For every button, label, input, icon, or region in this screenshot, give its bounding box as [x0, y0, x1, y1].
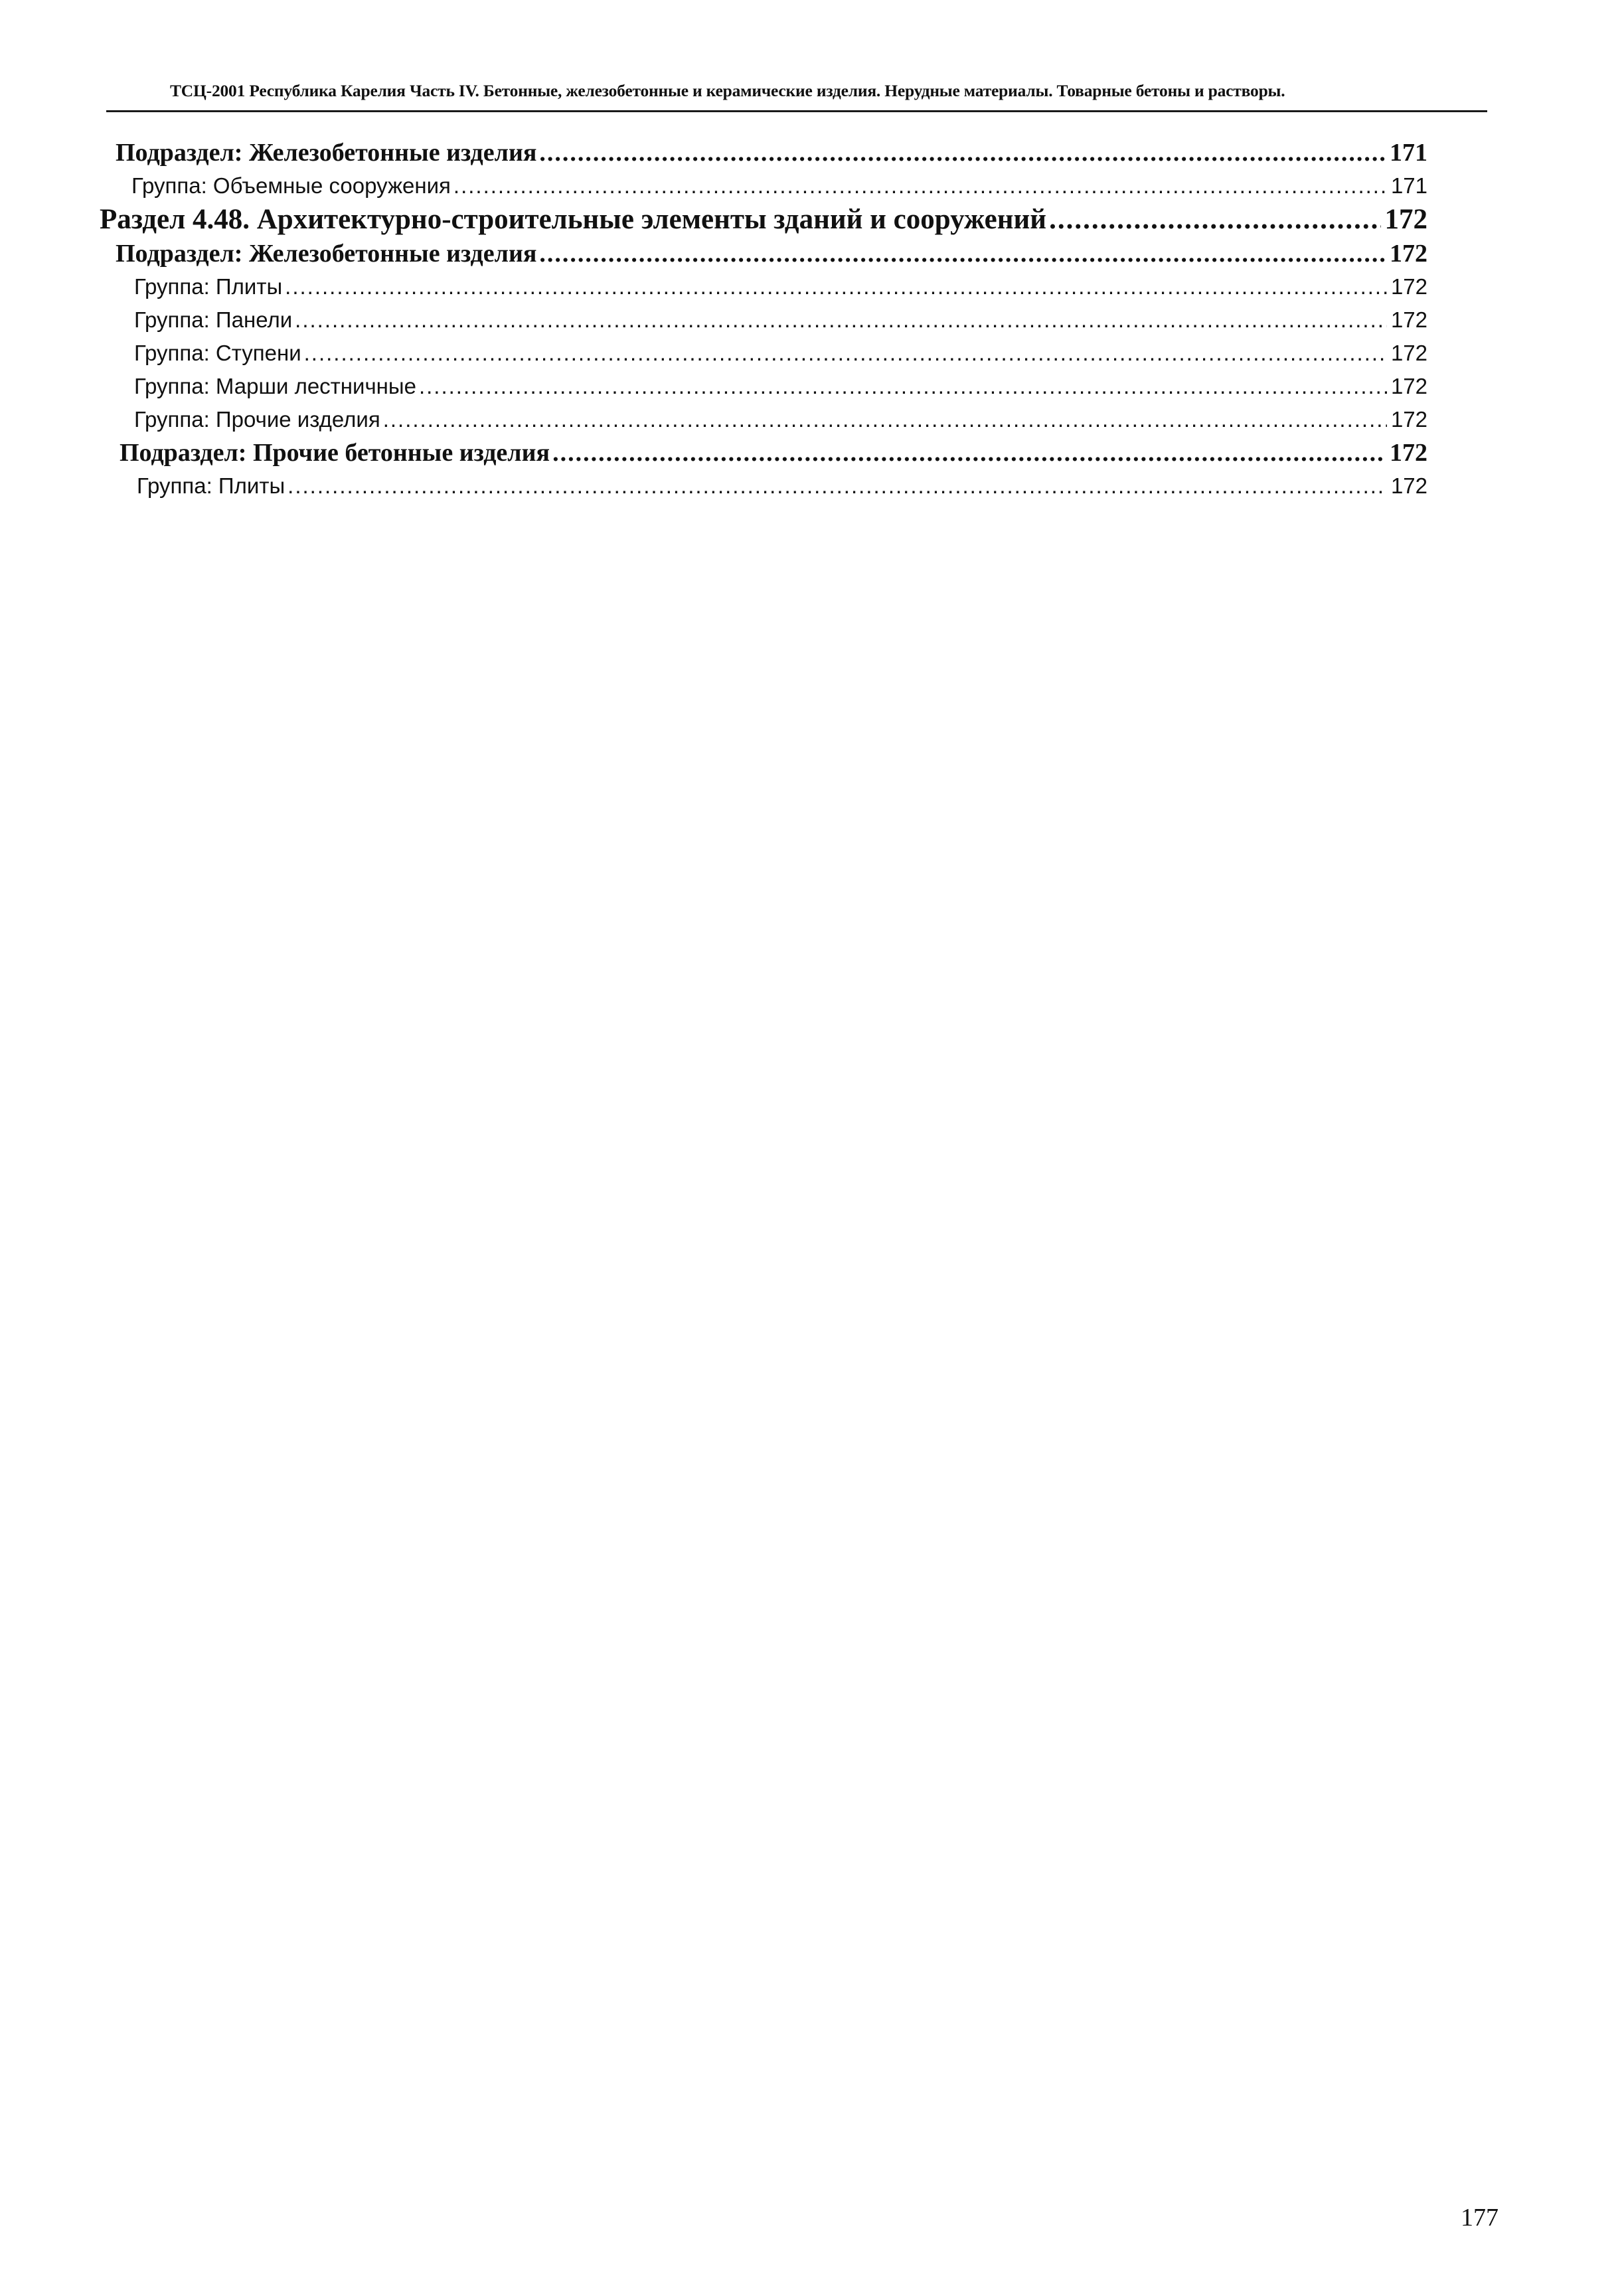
- toc-entry-page: 171: [1390, 173, 1427, 198]
- toc-entry-title: Группа: Плиты: [134, 274, 283, 299]
- toc-dot-leader: [1049, 203, 1380, 237]
- toc-dot-leader: [287, 469, 1387, 503]
- toc-dot-leader: [539, 136, 1386, 169]
- toc-entry-title: Подраздел: Железобетонные изделия: [116, 240, 537, 268]
- toc-entry-section[interactable]: [100, 203, 1427, 237]
- table-of-contents: [100, 136, 1427, 503]
- toc-entry-group[interactable]: [100, 403, 1427, 436]
- toc-entry-title: Подраздел: Прочие бетонные изделия: [120, 439, 550, 467]
- toc-entry-group[interactable]: [100, 337, 1427, 370]
- toc-dot-leader: [453, 169, 1387, 203]
- toc-entry-title: Подраздел: Железобетонные изделия: [116, 139, 537, 167]
- toc-dot-leader: [285, 270, 1387, 303]
- toc-entry-subsection[interactable]: [100, 436, 1427, 469]
- toc-entry-page: 172: [1384, 204, 1427, 235]
- toc-entry-title: Группа: Ступени: [134, 341, 301, 365]
- toc-entry-subsection[interactable]: [100, 136, 1427, 169]
- toc-entry-page: 172: [1390, 307, 1427, 332]
- toc-entry-title: Группа: Плиты: [137, 473, 285, 498]
- toc-entry-group[interactable]: [100, 370, 1427, 403]
- toc-entry-page: 171: [1390, 139, 1427, 167]
- toc-entry-subsection[interactable]: [100, 237, 1427, 270]
- toc-entry-title: Группа: Прочие изделия: [134, 407, 380, 432]
- toc-entry-title: Группа: Объемные сооружения: [131, 173, 451, 198]
- page-number: 177: [1461, 2204, 1499, 2232]
- toc-dot-leader: [419, 370, 1387, 403]
- toc-entry-page: 172: [1390, 439, 1427, 467]
- toc-entry-page: 172: [1390, 407, 1427, 432]
- toc-entry-page: 172: [1390, 240, 1427, 268]
- toc-entry-group[interactable]: [100, 303, 1427, 337]
- toc-entry-group[interactable]: [100, 469, 1427, 503]
- toc-entry-title: Раздел 4.48. Архитектурно-строительные элементы зданий и сооружений: [100, 204, 1047, 235]
- running-header-title: ТСЦ-2001 Республика Карелия Часть IV. Бетонные, железобетонные и керамические изделия. Нерудные материалы. Товарные бетоны и растворы.: [170, 81, 1285, 100]
- toc-entry-group[interactable]: [100, 169, 1427, 203]
- toc-dot-leader: [552, 436, 1386, 469]
- toc-entry-title: Группа: Марши лестничные: [134, 374, 416, 398]
- toc-entry-page: 172: [1390, 473, 1427, 498]
- toc-dot-leader: [383, 403, 1387, 436]
- toc-entry-title: Группа: Панели: [134, 307, 293, 332]
- header-rule: [106, 110, 1487, 112]
- page-header: [106, 78, 1487, 118]
- toc-entry-page: 172: [1390, 274, 1427, 299]
- toc-entry-page: 172: [1390, 374, 1427, 398]
- toc-dot-leader: [295, 303, 1387, 337]
- toc-entry-group[interactable]: [100, 270, 1427, 303]
- toc-dot-leader: [539, 237, 1386, 270]
- toc-entry-page: 172: [1390, 341, 1427, 365]
- toc-dot-leader: [304, 337, 1387, 370]
